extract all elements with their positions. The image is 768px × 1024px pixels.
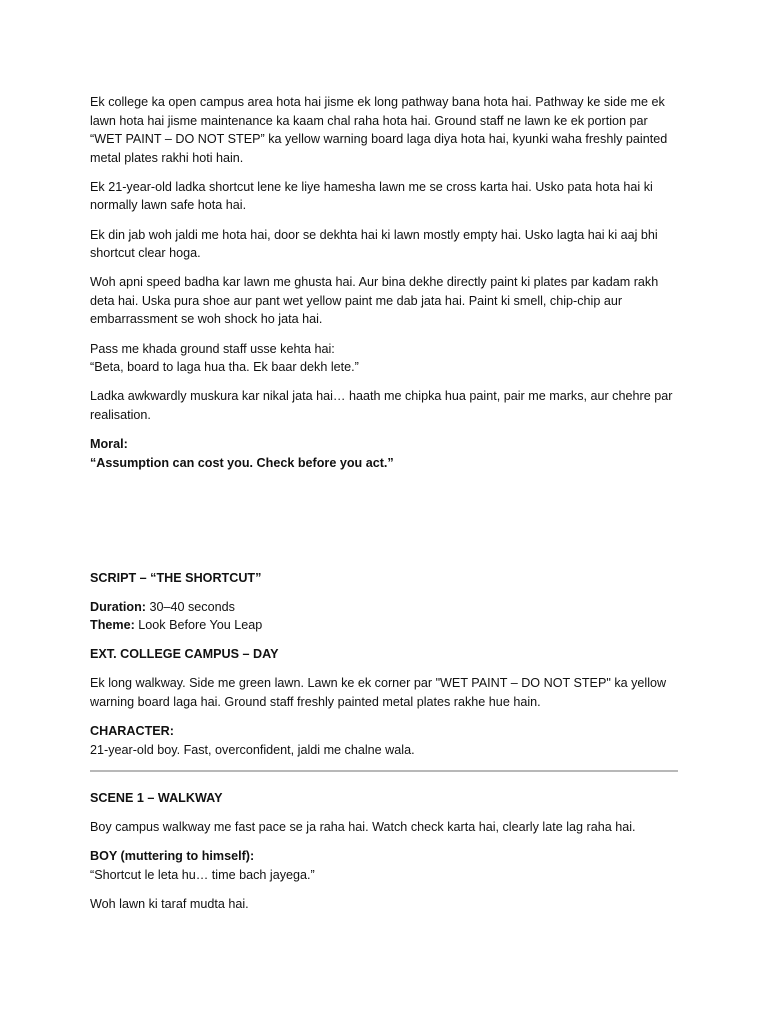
horizontal-divider bbox=[90, 770, 678, 772]
story-paragraph-1: Ek college ka open campus area hota hai jisme ek long pathway bana hota hai. Pathway ke side me ek lawn hota hai jisme maintenance ka kaam chal raha hota hai. Ground staff ne lawn ke ek portion par “WET PAINT – DO NOT STEP” ka yellow warning board laga diya hota hai, kyunki waha freshly painted metal plates rakhi hoti hain. bbox=[90, 95, 668, 165]
scene1-text: Boy campus walkway me fast pace se ja raha hai. Watch check karta hai, clearly late lag raha hai. bbox=[90, 819, 636, 834]
script-title: SCRIPT – “THE SHORTCUT” bbox=[90, 570, 262, 585]
staff-quote: “Beta, board to laga hua tha. Ek baar dekh lete.” bbox=[90, 360, 359, 375]
theme-value: Look Before You Leap bbox=[134, 618, 263, 633]
scene1-heading: SCENE 1 – WALKWAY bbox=[90, 790, 223, 805]
story-paragraph-5 bbox=[90, 340, 678, 377]
moral-label: Moral: bbox=[90, 436, 128, 451]
moral-block bbox=[90, 435, 678, 472]
script-meta bbox=[90, 598, 678, 635]
setting-text: Ek long walkway. Side me green lawn. Lawn ke ek corner par "WET PAINT – DO NOT STEP" ka yellow warning board laga hai. Ground staff freshly painted metal plates rakhe hue hain. bbox=[90, 676, 667, 710]
character-heading: CHARACTER: bbox=[90, 724, 174, 739]
document-page bbox=[90, 93, 678, 924]
character-text: 21-year-old boy. Fast, overconfident, jaldi me chalne wala. bbox=[90, 742, 415, 757]
story-paragraph-3: Ek din jab woh jaldi me hota hai, door se dekhta hai ki lawn mostly empty hai. Usko lagta hai ki aaj bhi shortcut clear hoga. bbox=[90, 227, 658, 261]
duration-value: 30–40 seconds bbox=[145, 599, 235, 614]
scene1-end: Woh lawn ki taraf mudta hai. bbox=[90, 896, 249, 911]
story-paragraph-6: Ladka awkwardly muskura kar nikal jata hai… haath me chipka hua paint, pair me marks, aur chehre par realisation. bbox=[90, 389, 673, 422]
setting-heading: EXT. COLLEGE CAMPUS – DAY bbox=[90, 647, 279, 662]
duration-label: Duration: bbox=[90, 599, 146, 614]
boy-heading: BOY (muttering to himself): bbox=[90, 849, 255, 864]
boy-line: “Shortcut le leta hu… time bach jayega.” bbox=[90, 867, 315, 882]
boy-dialogue-block bbox=[90, 847, 678, 884]
moral-text: “Assumption can cost you. Check before you act.” bbox=[90, 455, 394, 470]
story-paragraph-4: Woh apni speed badha kar lawn me ghusta hai. Aur bina dekhe directly paint ki plates par kadam rakh deta hai. Uska pura shoe aur pant wet yellow paint me dab jata hai. Paint ki smell, chip-chip aur embarrassment se woh shock ho jata hai. bbox=[90, 275, 659, 327]
theme-label: Theme: bbox=[90, 618, 135, 633]
character-block bbox=[90, 722, 678, 759]
blank-space bbox=[90, 483, 678, 569]
staff-intro: Pass me khada ground staff usse kehta hai: bbox=[90, 341, 335, 356]
story-paragraph-2: Ek 21-year-old ladka shortcut lene ke liye hamesha lawn me se cross karta hai. Usko pata hota hai ki normally lawn safe hota hai. bbox=[90, 179, 653, 213]
